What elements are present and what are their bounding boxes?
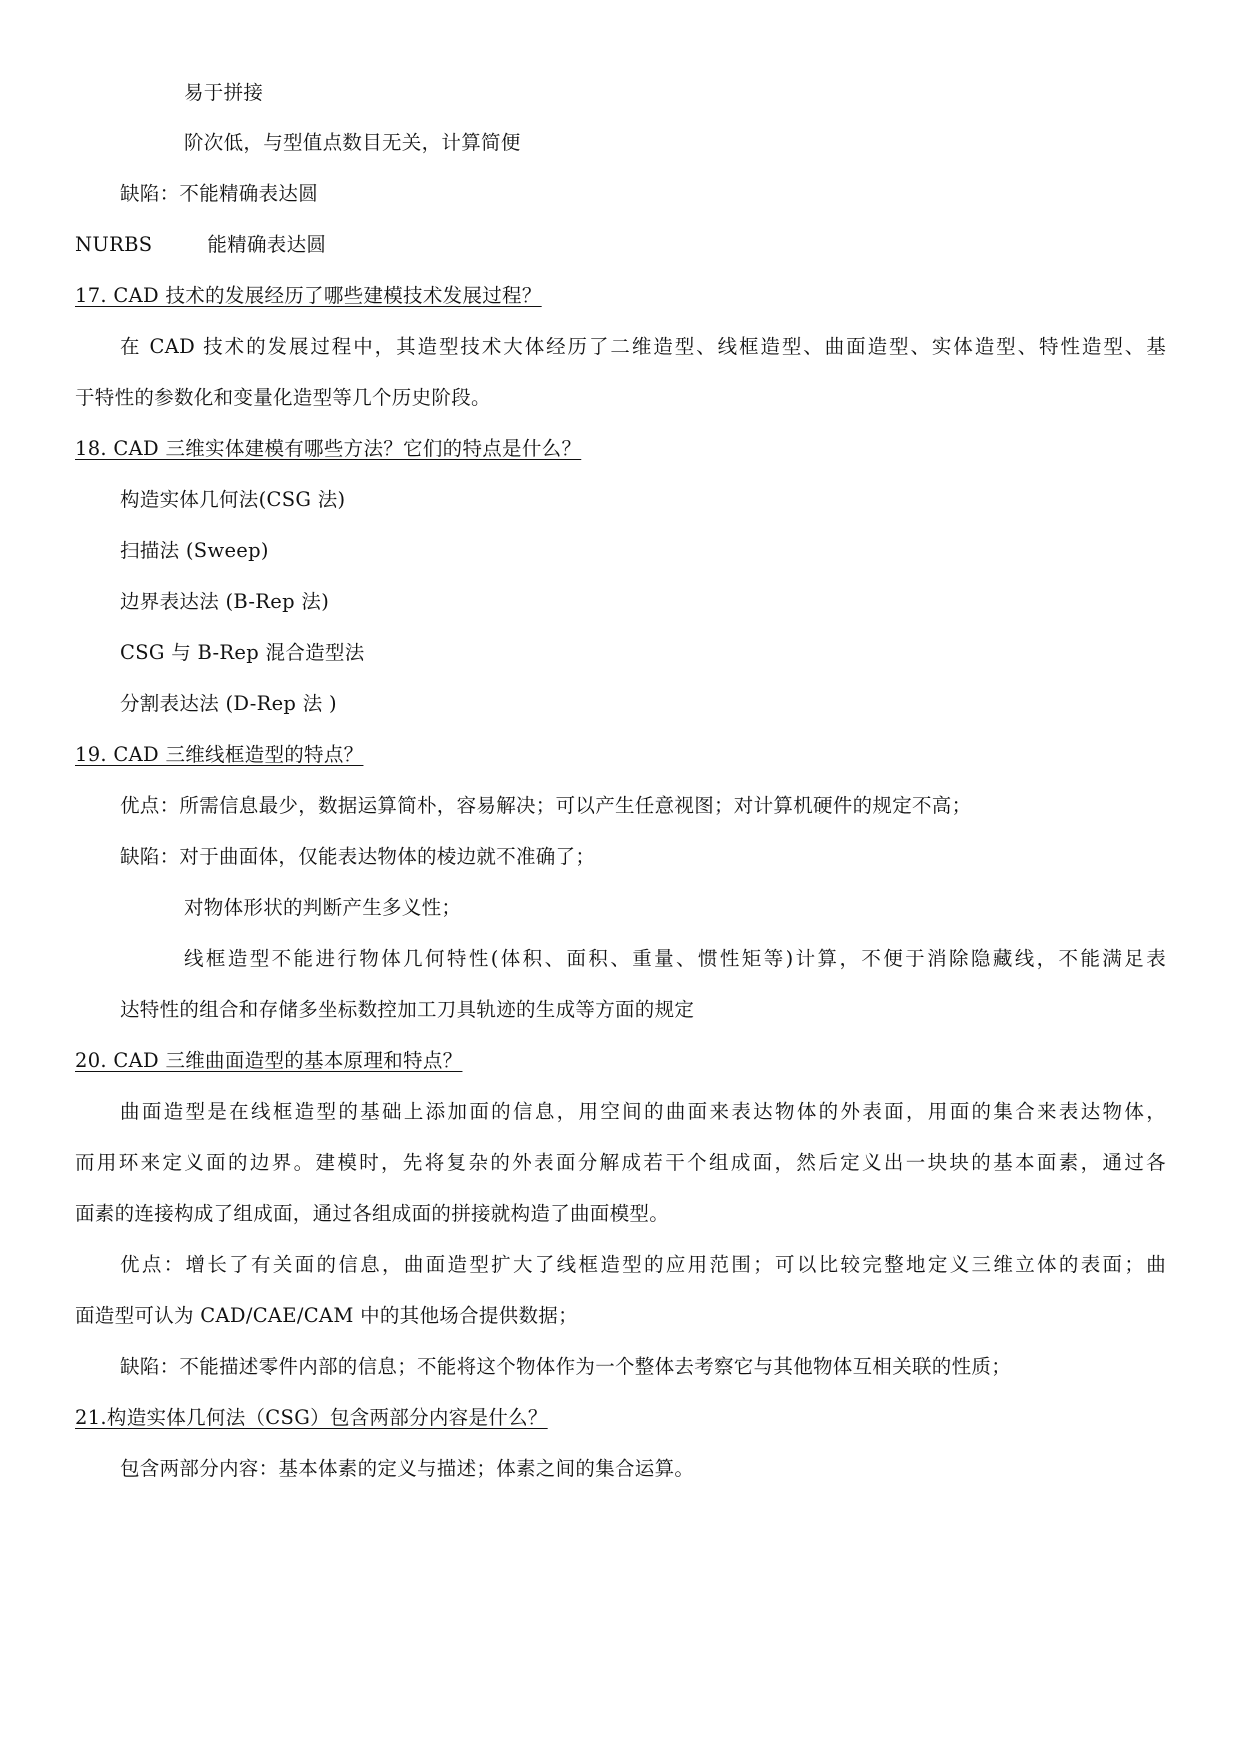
list-item: CSG 与 B-Rep 混合造型法 (120, 641, 365, 664)
paragraph-line: 面素的连接构成了组成面，通过各组成面的拼接就构造了曲面模型。 (75, 1202, 670, 1225)
paragraph-line: 曲面造型是在线框造型的基础上添加面的信息，用空间的曲面来表达物体的外表面，用面的集合来表达物体， (120, 1100, 1166, 1123)
nurbs-description: 能精确表达圆 (207, 233, 327, 256)
text-line: 缺陷：不能精确表达圆 (120, 182, 319, 205)
list-item: 分割表达法 (D-Rep 法 ) (120, 692, 337, 715)
text-line: 易于拼接 (184, 81, 264, 104)
paragraph-line: 优点：增长了有关面的信息，曲面造型扩大了线框造型的应用范围；可以比较完整地定义三维立体的表面；曲 (120, 1253, 1166, 1276)
text-line: 阶次低，与型值点数目无关，计算简便 (184, 131, 521, 154)
paragraph-line: 线框造型不能进行物体几何特性(体积、面积、重量、惯性矩等)计算，不便于消除隐藏线，不能满足表 (184, 947, 1166, 970)
paragraph-line: 达特性的组合和存储多坐标数控加工刀具轨迹的生成等方面的规定 (120, 998, 695, 1021)
paragraph-line: 优点：所需信息最少，数据运算简朴，容易解决；可以产生任意视图；对计算机硬件的规定不高； (120, 794, 972, 817)
question-heading-21: 21.构造实体几何法（CSG）包含两部分内容是什么？ (75, 1406, 548, 1429)
paragraph-line: 对物体形状的判断产生多义性； (184, 896, 462, 919)
nurbs-label: NURBS (75, 233, 153, 256)
paragraph-line: 面造型可认为 CAD/CAE/CAM 中的其他场合提供数据； (75, 1304, 578, 1327)
list-item: 构造实体几何法(CSG 法) (120, 488, 346, 511)
paragraph-line: 缺陷：不能描述零件内部的信息；不能将这个物体作为一个整体去考察它与其他物体互相关联的性质； (120, 1355, 1012, 1378)
list-item: 边界表达法 (B-Rep 法) (120, 590, 330, 613)
paragraph-line: 于特性的参数化和变量化造型等几个历史阶段。 (75, 386, 491, 409)
paragraph-line: 而用环来定义面的边界。建模时，先将复杂的外表面分解成若干个组成面，然后定义出一块块的基本面素，通过各 (75, 1151, 1166, 1174)
question-heading-17: 17. CAD 技术的发展经历了哪些建模技术发展过程？ (75, 284, 542, 307)
list-item: 扫描法 (Sweep) (120, 539, 269, 562)
question-heading-20: 20. CAD 三维曲面造型的基本原理和特点？ (75, 1049, 463, 1072)
paragraph-line: 在 CAD 技术的发展过程中，其造型技术大体经历了二维造型、线框造型、曲面造型、实体造型、特性造型、基 (120, 335, 1166, 358)
text-line (75, 232, 326, 258)
paragraph-line: 缺陷：对于曲面体，仅能表达物体的棱边就不准确了； (120, 845, 596, 868)
question-heading-19: 19. CAD 三维线框造型的特点？ (75, 743, 364, 766)
question-heading-18: 18. CAD 三维实体建模有哪些方法？它们的特点是什么？ (75, 437, 582, 460)
paragraph-line: 包含两部分内容：基本体素的定义与描述；体素之间的集合运算。 (120, 1457, 695, 1480)
